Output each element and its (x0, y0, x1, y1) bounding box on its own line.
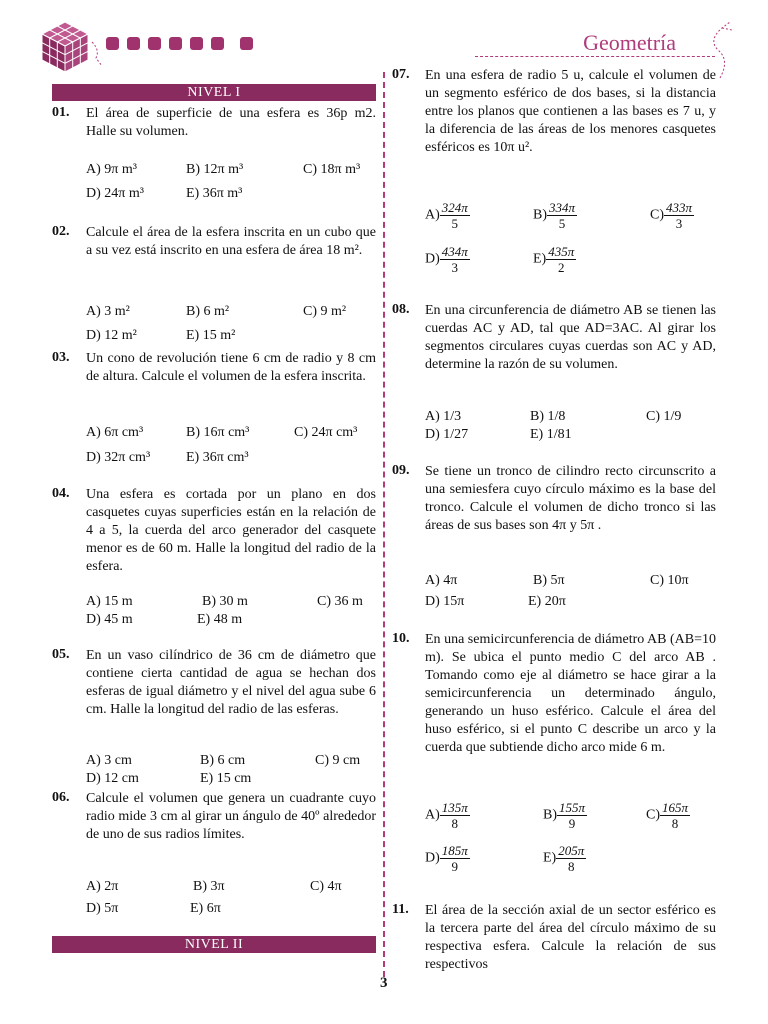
question-number: 07. (392, 67, 410, 82)
question-text: En una esfera de radio 5 u, calcule el volumen de un segmento esférico de dos bases, si la distancia entre los planos que contienen a las bases es 7 u, y la diferencia de las áreas de los menores casquetes esféricos es 10π u². (425, 68, 716, 155)
option-b: B) 30 m (202, 594, 248, 609)
question-number: 10. (392, 631, 410, 646)
option-d: D) 24π m³ (86, 186, 144, 201)
option-c: C) 9 m² (303, 304, 347, 319)
header-square-decoration (240, 37, 253, 50)
option-d: D) $\frac{434\pi}{3}$ (425, 244, 468, 275)
option-c: C) 1/9 (646, 409, 682, 424)
option-e: E) 36π cm³ (186, 450, 249, 465)
option-b: B) 1/8 (530, 409, 566, 424)
option-b: B) $\frac{334\pi}{5}$ (533, 200, 576, 231)
option-a: A) 2π (86, 879, 119, 894)
option-d: D) $\frac{185\pi}{9}$ (425, 843, 468, 874)
option-c: C) 36 m (317, 594, 363, 609)
question-number: 03. (52, 350, 70, 365)
option-d: D) 32π cm³ (86, 450, 151, 465)
option-e: E) 15 cm (200, 771, 252, 786)
question-text: En una semicircunferencia de diámetro AB (AB=10 m). Se ubica el punto medio C del arco AB . Tomando como eje al diámetro se hace girar a la semicircunferencia un determinado ángulo, generando un huso esférico. Calcule el área del huso esférico, si el punto C describe un arco y la cuerda que subtiende dicho arco mide 6 m. (425, 632, 716, 755)
question-number: 05. (52, 647, 70, 662)
question-number: 02. (52, 224, 70, 239)
option-a: A) $\frac{324\pi}{5}$ (425, 200, 468, 231)
question-text: Calcule el volumen que genera un cuadrante cuyo radio mide 3 cm al girar un ángulo de 40º alrededor de uno de sus radios límites. (86, 791, 376, 842)
option-b: B) 16π cm³ (186, 425, 250, 440)
option-c: C) $\frac{165\pi}{8}$ (646, 800, 689, 831)
header-square-decoration (211, 37, 224, 50)
option-d: D) 45 m (86, 612, 133, 627)
option-e: E) $\frac{435\pi}{2}$ (533, 244, 575, 275)
question-text: El área de superficie de una esfera es 36p m2. Halle su volumen. (86, 106, 376, 139)
option-a: A) 9π m³ (86, 162, 137, 177)
question-number: 11. (392, 902, 409, 917)
option-e: E) 1/81 (530, 427, 572, 442)
option-c: C) $\frac{433\pi}{3}$ (650, 200, 693, 231)
option-a: A) $\frac{135\pi}{8}$ (425, 800, 468, 831)
option-c: C) 18π m³ (303, 162, 361, 177)
column-divider (383, 72, 385, 977)
option-b: B) 6 cm (200, 753, 246, 768)
question-text: En una circunferencia de diámetro AB se tienen las cuerdas AC y AD, tal que AD=3AC. Al girar los segmentos circulares cuyas cuerdas son AC y AD, determine la razón de su volumen. (425, 303, 716, 372)
question-number: 09. (392, 463, 410, 478)
header-square-decoration (127, 37, 140, 50)
question-text: En un vaso cilíndrico de 36 cm de diámetro que contiene cierta cantidad de agua se hechan dos esferas de igual diámetro y el nivel del agua sube 6 cm. Halle la longitud del radio de las esferas. (86, 648, 376, 717)
option-b: B) 6 m² (186, 304, 230, 319)
option-d: D) 5π (86, 901, 119, 916)
option-e: E) $\frac{205\pi}{8}$ (543, 843, 585, 874)
option-e: E) 15 m² (186, 328, 236, 343)
option-b: B) 12π m³ (186, 162, 244, 177)
option-a: A) 4π (425, 573, 458, 588)
question-number: 01. (52, 105, 70, 120)
option-c: C) 4π (310, 879, 342, 894)
option-a: A) 3 m² (86, 304, 130, 319)
question-text: Un cono de revolución tiene 6 cm de radio y 8 cm de altura. Calcule el volumen de la esfera inscrita. (86, 351, 376, 384)
option-a: A) 3 cm (86, 753, 132, 768)
level-banner-2: NIVEL II (52, 936, 376, 953)
header-square-decoration (190, 37, 203, 50)
option-a: A) 15 m (86, 594, 133, 609)
question-number: 06. (52, 790, 70, 805)
question-number: 04. (52, 486, 70, 501)
option-b: B) $\frac{155\pi}{9}$ (543, 800, 586, 831)
option-e: E) 36π m³ (186, 186, 243, 201)
option-d: D) 12 cm (86, 771, 139, 786)
question-text: Calcule el área de la esfera inscrita en un cubo que a su vez está inscrito en una esfera de área 18 m². (86, 225, 376, 258)
page-number: 3 (380, 975, 388, 991)
question-number: 08. (392, 302, 410, 317)
level-banner-1: NIVEL I (52, 84, 376, 101)
header-dashed-line (475, 56, 715, 57)
header-arrow-decoration (90, 40, 112, 70)
option-e: E) 20π (528, 594, 566, 609)
header-square-decoration (148, 37, 161, 50)
header-square-decoration (169, 37, 182, 50)
question-text: Una esfera es cortada por un plano en dos casquetes cuyas superficies están en la relación de 4 a 5, la cuerda del arco generador del casquete menor es de 60 m. Halle la longitud del radio de la esfera. (86, 487, 376, 574)
option-b: B) 3π (193, 879, 225, 894)
question-text: El área de la sección axial de un sector esférico es la tercera parte del área del círculo máximo de su respectiva esfera. Calcule la relación de sus respectivos (425, 903, 716, 972)
option-d: D) 15π (425, 594, 465, 609)
option-a: A) 6π cm³ (86, 425, 144, 440)
option-c: C) 10π (650, 573, 689, 588)
option-d: D) 12 m² (86, 328, 137, 343)
option-e: E) 6π (190, 901, 221, 916)
option-a: A) 1/3 (425, 409, 462, 424)
option-b: B) 5π (533, 573, 565, 588)
option-e: E) 48 m (197, 612, 243, 627)
cube-logo-icon (36, 18, 94, 76)
option-d: D) 1/27 (425, 427, 469, 442)
page-title: Geometría (583, 30, 676, 55)
option-c: C) 9 cm (315, 753, 361, 768)
option-c: C) 24π cm³ (294, 425, 358, 440)
question-text: Se tiene un tronco de cilindro recto circunscrito a una semiesfera cuyo círculo máximo es la base del tronco. Calcule el volumen de dicho tronco si las áreas de sus bases son 4π y 5π . (425, 464, 716, 533)
